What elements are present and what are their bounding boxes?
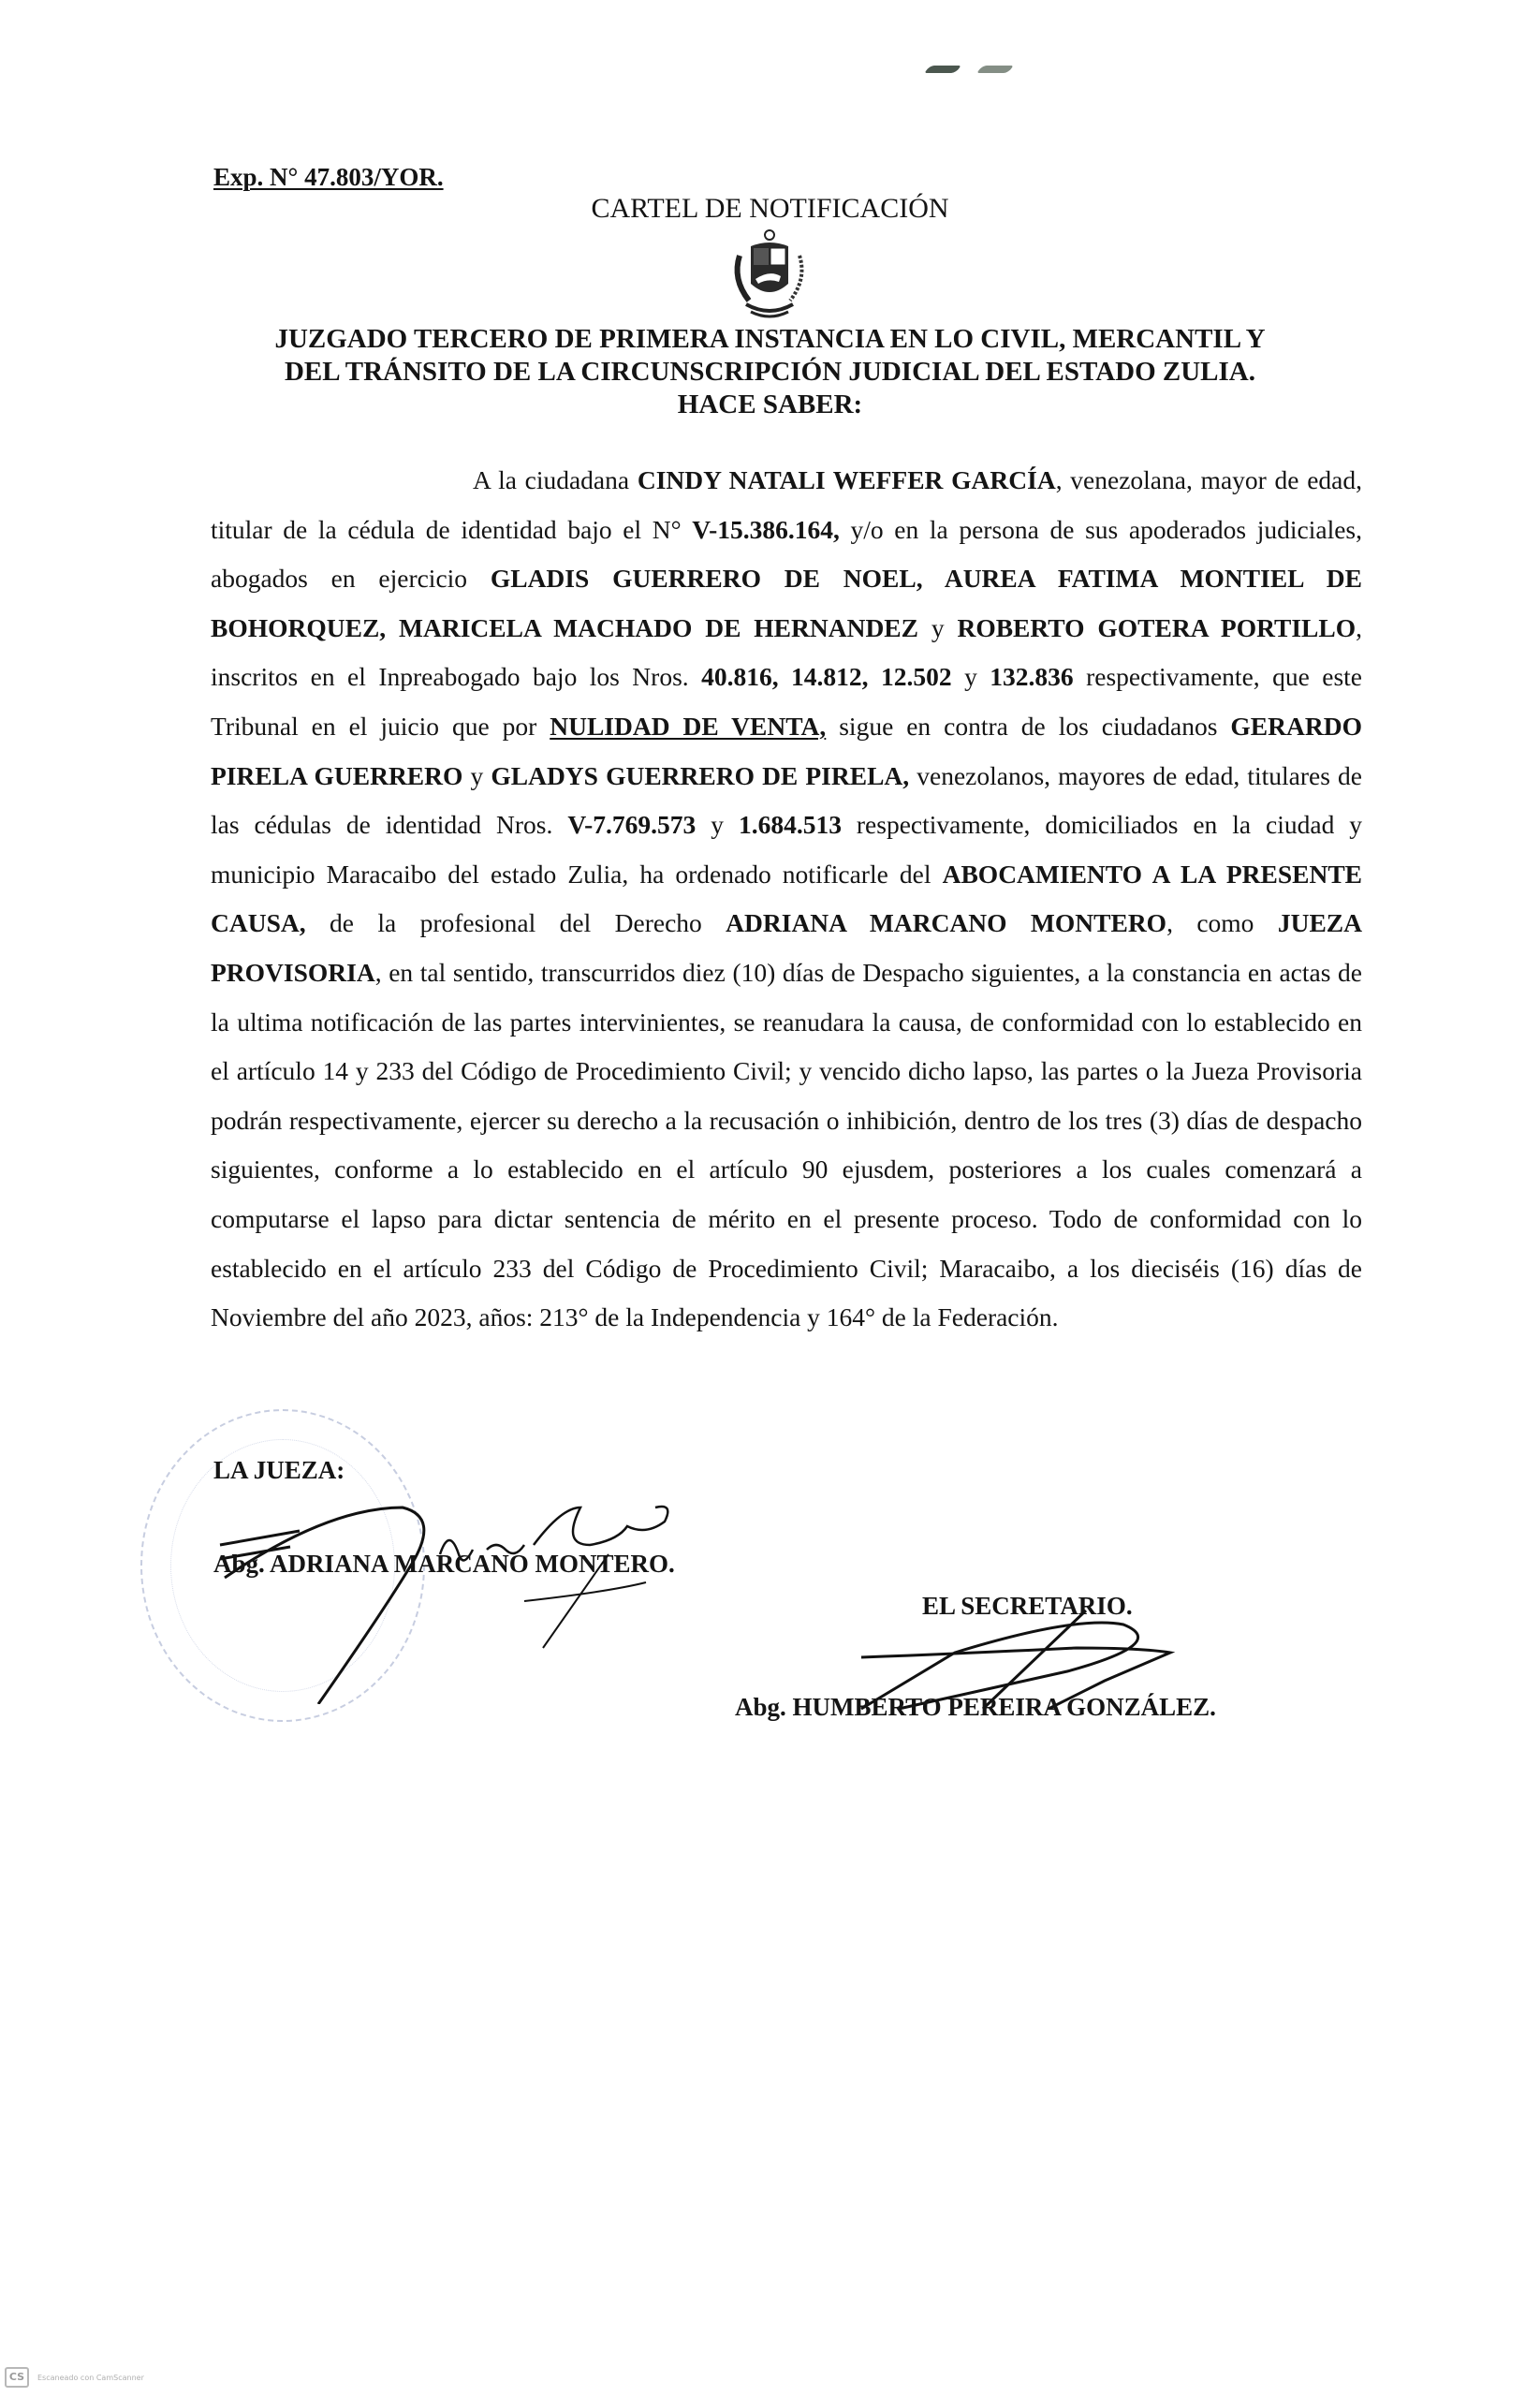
notification-body [211,456,1362,1343]
body-paragraph [211,456,1362,1343]
scan-mark [925,66,961,73]
body-text: respectivamente, que este Tribunal en el juicio que por [211,662,1363,741]
bar-numbers: 40.816, 14.812, 12.502 [701,662,952,692]
scanner-watermark: Escaneado con CamScanner [37,2374,144,2382]
body-text: A la ciudadana [473,465,638,494]
body-text: y [696,810,739,840]
defendant-name: GERARDO PIRELA GUERRERO [211,711,1362,790]
secretary-label: EL SECRETARIO. [922,1592,1133,1620]
secretary-name-signature: Abg. HUMBERTO PEREIRA GONZÁLEZ. [735,1693,1216,1721]
court-heading-line: JUZGADO TERCERO DE PRIMERA INSTANCIA EN LO CIVIL, MERCANTIL Y [274,324,1266,354]
body-text: y [462,760,491,790]
body-text: y [917,612,958,642]
hace-saber-heading: HACE SABER: [677,390,863,419]
attorney-names: GLADIS GUERRERO DE NOEL, AUREA FATIMA MONTIEL DE BOHORQUEZ, MARICELA MACHADO DE HERNANDEZ [211,564,1362,642]
judge-name-signature: Abg. ADRIANA MARCANO MONTERO. [213,1550,675,1578]
body-text: , como [1166,908,1278,938]
body-text: de la profesional del Derecho [305,908,726,938]
scan-marks [927,66,1030,79]
case-type: NULIDAD DE VENTA, [550,711,827,741]
judge-name: ADRIANA MARCANO MONTERO [726,908,1167,938]
body-text: y/o en la persona de sus apoderados judiciales, abogados en ejercicio [211,514,1362,594]
addressee-name: CINDY NATALI WEFFER GARCÍA [637,465,1056,494]
body-text: venezolanos, mayores de edad, titulares de las cédulas de identidad Nros. [211,760,1362,840]
judge-title: JUEZA PROVISORIA [211,908,1362,987]
defendant-name: GLADYS GUERRERO DE PIRELA, [491,760,910,790]
body-text: , venezolana, mayor de edad, titular de la cédula de identidad bajo el N° [211,465,1362,544]
id-number: V-15.386.164, [692,514,840,544]
body-text: y [951,662,990,692]
id-number: V-7.769.573 [567,810,697,840]
body-text: respectivamente, domiciliados en la ciudad y municipio Maracaibo del estado Zulia, ha ordenado notificarle del [211,810,1363,889]
body-text: , en tal sentido, transcurridos diez (10) días de Despacho siguientes, a la constancia en actas de la ultima notificación de las partes intervinientes, se reanudara la causa, de conformidad con lo establecido en el artículo 14 y 233 del Código de Procedimiento Civil; y vencido dicho lapso, las partes o la Jueza Provisoria podrán respectivamente, ejercer su derecho a la recusación o inhibición, dentro de los tres (3) días de despacho siguientes, conforme a lo establecido en el artículo 90 ejusdem, posteriores a los cuales comenzará a computarse el lapso para dictar sentencia de mérito en el presente proceso. Todo de conformidad con lo establecido en el artículo 233 del Código de Procedimiento Civil; Maracaibo, a los dieciséis (16) días de Noviembre del año 2023, años: 213° de la Independencia y 164° de la Federación. [211,957,1362,1332]
notice-subject: ABOCAMIENTO A LA PRESENTE CAUSA, [211,859,1362,938]
attorney-name: ROBERTO GOTERA PORTILLO [957,612,1357,642]
body-text: , inscritos en el Inpreabogado bajo los Nros. [211,612,1362,692]
id-number: 1.684.513 [738,810,842,840]
case-number: Exp. N° 47.803/YOR. [213,163,444,191]
court-heading-line: DEL TRÁNSITO DE LA CIRCUNSCRIPCIÓN JUDICIAL DEL ESTADO ZULIA. [284,357,1255,387]
document-title: CARTEL DE NOTIFICACIÓN [591,193,949,224]
bar-number: 132.836 [990,662,1074,692]
camscanner-logo-icon: CS [5,2367,29,2388]
coat-of-arms-icon [723,228,816,321]
court-heading [0,323,1540,421]
body-text: sigue en contra de los ciudadanos [826,711,1231,741]
scan-mark [977,66,1014,73]
judge-label: LA JUEZA: [213,1456,345,1484]
